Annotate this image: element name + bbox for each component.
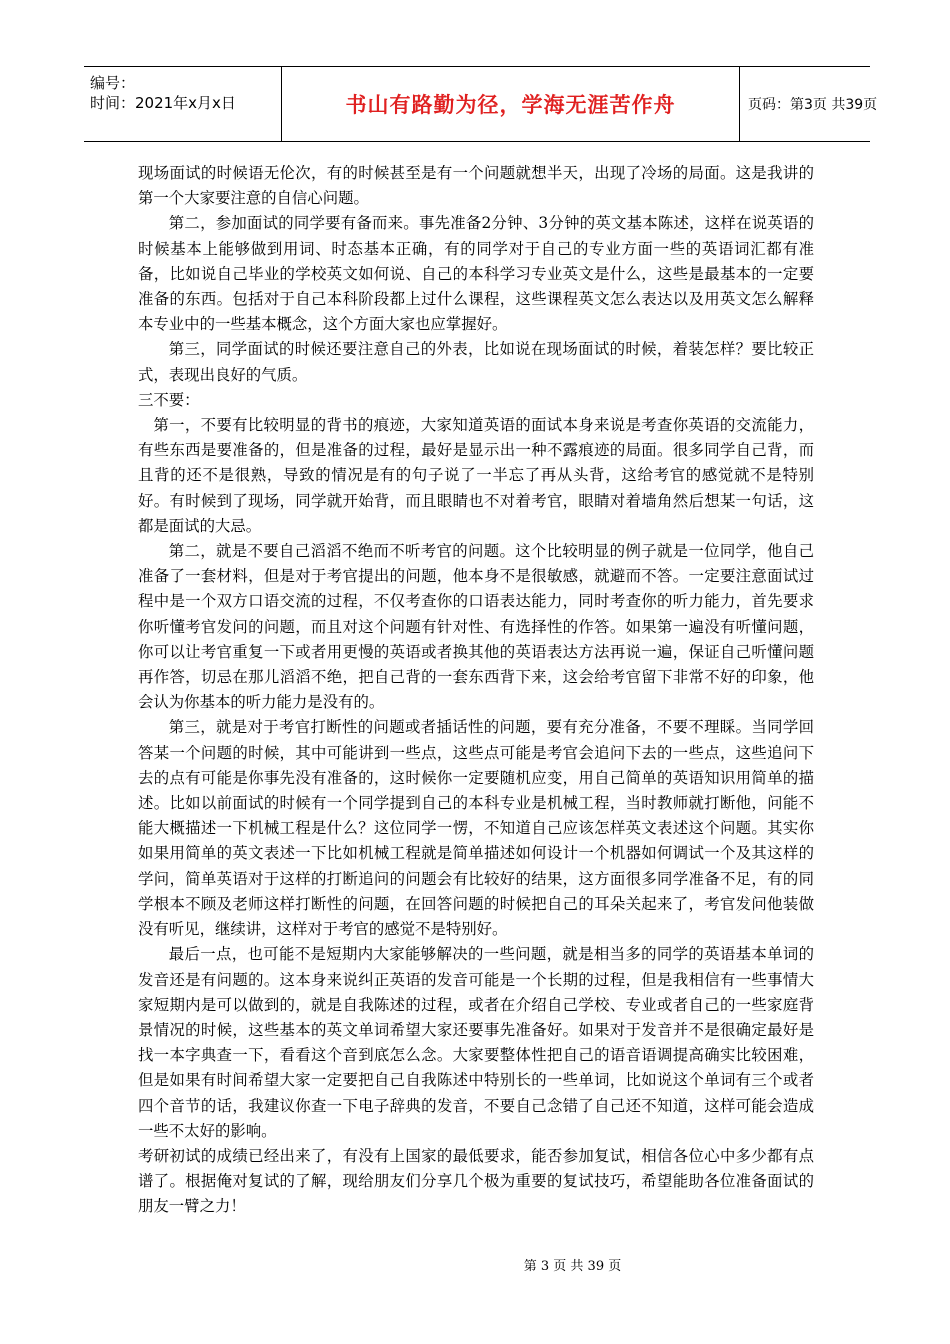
header-meta (84, 67, 282, 141)
section-heading-three-donts: 三不要： (138, 390, 200, 409)
document-body (138, 161, 814, 1220)
header-page-info: 页码：第3页 共39页 (748, 97, 878, 113)
paragraph-continuation: 现场面试的时候语无伦次，有的时候甚至是有一个问题就想半天，出现了冷场的局面。这是我讲的第一个大家要注意的自信心问题。 (138, 164, 814, 208)
date-label: 时间：2021年x月x日 (90, 94, 236, 112)
page-footer: 第 3 页 共 39 页 (523, 1259, 622, 1274)
paragraph-listen: 第二，就是不要自己滔滔不绝而不听考官的问题。这个比较明显的例子就是一位同学，他自己准备了一套材料，但是对于考官提出的问题，他本身不是很敏感，就避而不答。一定要注意面试过程中是一个双方口语交流的过程，不仅考查你的口语表达能力，同时考查你的听力能力，首先要求你听懂考官发问的问题，而且对这个问题有针对性、有选择性的作答。如果第一遍没有听懂问题，你可以让考官重复一下或者用更慢的英语或者换其他的英语表达方法再说一遍，保证自己听懂问题再作答，切忌在那儿滔滔不绝，把自己背的一套东西背下来，这会给考官留下非常不好的印象，他会认为你基本的听力能力是没有的。 (138, 542, 814, 712)
paragraph-closing: 考研初试的成绩已经出来了，有没有上国家的最低要求，能否参加复试，相信各位心中多少都有点谱了。根据俺对复试的了解，现给朋友们分享几个极为重要的复试技巧，希望能助各位准备面试的朋友一臂之力！ (138, 1146, 814, 1216)
paragraph-prepare: 第二，参加面试的同学要有备而来。事先准备2分钟、3分钟的英文基本陈述，这样在说英语的时候基本上能够做到用词、时态基本正确，有的同学对于自己的专业方面一些的英语词汇都有准备，比如说自己毕业的学校英文如何说、自己的本科学习专业英文是什么，这些是最基本的一定要准备的东西。包括对于自己本科阶段都上过什么课程，这些课程英文怎么表达以及用英文怎么解释本专业中的一些基本概念，这个方面大家也应掌握好。 (138, 214, 814, 334)
paragraph-interruptions: 第三，就是对于考官打断性的问题或者插话性的问题，要有充分准备，不要不理睬。当同学回答某一个问题的时候，其中可能讲到一些点，这些点可能是考官会追问下去的一些点，这些追问下去的点有可能是你事先没有准备的，这时候你一定要随机应变，用自己简单的英语知识用简单的描述。比如以前面试的时候有一个同学提到自己的本科专业是机械工程，当时教师就打断他，问能不能大概描述一下机械工程是什么？这位同学一愣，不知道自己应该怎样英文表述这个问题。其实你如果用简单的英文表述一下比如机械工程就是简单描述如何设计一个机器如何调试一个及其这样的学问，简单英语对于这样的打断追问的问题会有比较好的结果，这方面很多同学准备不足，有的同学根本不顾及老师这样打断性的问题，在回答问题的时候把自己的耳朵关起来了，考官发问他装做没有听见，继续讲，这样对于考官的感觉不是特别好。 (138, 718, 814, 939)
paragraph-pronunciation: 最后一点，也可能不是短期内大家能够解决的一些问题，就是相当多的同学的英语基本单词的发音还是有问题的。这本身来说纠正英语的发音可能是一个长期的过程，但是我相信有一些事情大家短期内是可以做到的，就是自我陈述的过程，或者在介绍自己学校、专业或者自己的一些家庭背景情况的时候，这些基本的英文单词希望大家还要事先准备好。如果对于发音并不是很确定最好是找一本字典查一下，看看这个音到底怎么念。大家要整体性把自己的语音语调提高确实比较困难，但是如果有时间希望大家一定要把自己自我陈述中特别长的一些单词，比如说这个单词有三个或者四个音节的话，我建议你查一下电子辞典的发音，不要自己念错了自己还不知道，这样可能会造成一些不太好的影响。 (138, 945, 814, 1140)
header-motto: 书山有路勤为径，学海无涯苦作舟 (282, 67, 740, 141)
paragraph-appearance: 第三，同学面试的时候还要注意自己的外表，比如说在现场面试的时候，着装怎样？要比较正式，表现出良好的气质。 (138, 340, 814, 384)
page-header (84, 66, 878, 142)
paragraph-no-recitation: 第一，不要有比较明显的背书的痕迹，大家知道英语的面试本身来说是考查你英语的交流能力，有些东西是要准备的，但是准备的过程，最好是显示出一种不露痕迹的局面。很多同学自己背，而且背的还不是很熟，导致的情况是有的句子说了一半忘了再从头背，这给考官的感觉就不是特别好。有时候到了现场，同学就开始背，而且眼睛也不对着考官，眼睛对着墙角然后想某一句话，这都是面试的大忌。 (138, 416, 814, 535)
serial-number-label: 编号： (90, 74, 136, 92)
